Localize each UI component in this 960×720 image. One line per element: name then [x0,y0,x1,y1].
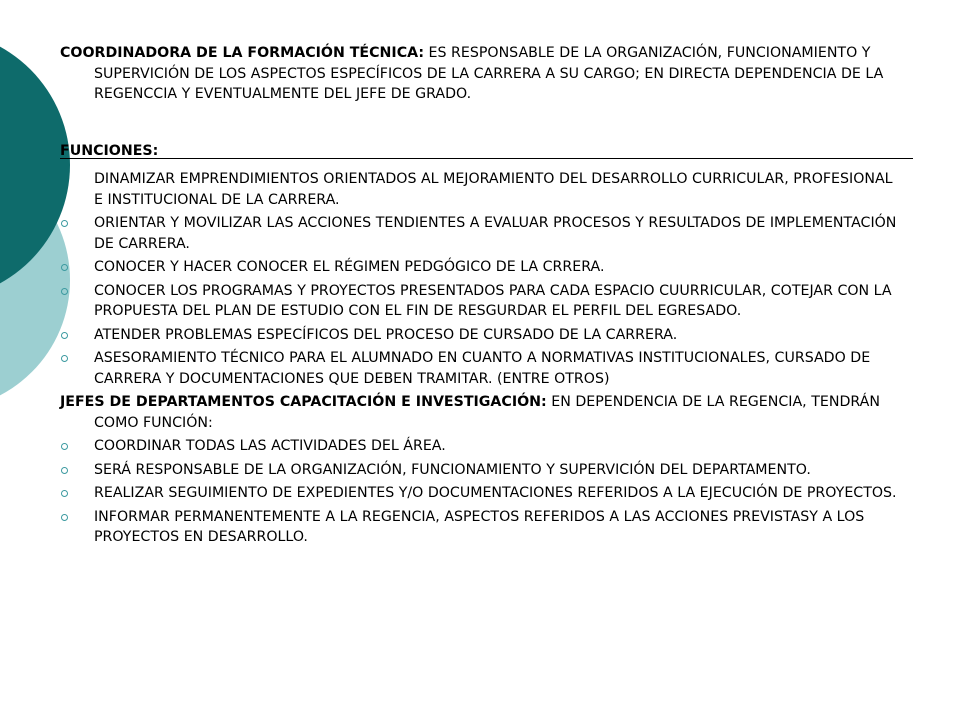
coordinadora-paragraph [60,43,900,105]
circle-bullet-icon [61,355,68,362]
circle-bullet-icon [61,514,68,521]
list-item: ASESORAMIENTO TÉCNICO PARA EL ALUMNADO EN CUANTO A NORMATIVAS INSTITUCIONALES, CURSADO DE CARRERA Y DOCUMENTACIONES QUE DEBEN TRAMITAR. (ENTRE OTROS) [60,348,900,389]
funciones-title: FUNCIONES: [60,142,159,159]
list-item: SERÁ RESPONSABLE DE LA ORGANIZACIÓN, FUNCIONAMIENTO Y SUPERVICIÓN DEL DEPARTAMENTO. [60,460,900,481]
circle-bullet-icon [61,490,68,497]
list-item: DINAMIZAR EMPRENDIMIENTOS ORIENTADOS AL MEJORAMIENTO DEL DESARROLLO CURRICULAR, PROFESIONAL E INSTITUCIONAL DE LA CARRERA. [94,171,893,208]
list-item: INFORMAR PERMANENTEMENTE A LA REGENCIA, ASPECTOS REFERIDOS A LAS ACCIONES PREVISTASY A LOS PROYECTOS EN DESARROLLO. [60,507,900,548]
divider-line [60,158,913,159]
list-item: CONOCER Y HACER CONOCER EL RÉGIMEN PEDGÓGICO DE LA CRRERA. [60,257,900,278]
spacer [60,105,900,141]
circle-bullet-icon [61,467,68,474]
circle-bullet-icon [61,288,68,295]
circle-bullet-icon [61,332,68,339]
circle-bullet-icon [61,443,68,450]
coordinadora-title: COORDINADORA DE LA FORMACIÓN TÉCNICA: [60,45,425,61]
list-item: CONOCER LOS PROGRAMAS Y PROYECTOS PRESENTADOS PARA CADA ESPACIO CUURRICULAR, COTEJAR CON LA PROPUESTA DEL PLAN DE ESTUDIO CON EL FIN DE RESGURDAR EL PERFIL DEL EGRESADO. [60,281,900,322]
list-item: ATENDER PROBLEMAS ESPECÍFICOS DEL PROCESO DE CURSADO DE LA CARRERA. [60,325,900,346]
coordinadora-text: ES RESPONSABLE DE LA ORGANIZACIÓN, FUNCIONAMIENTO Y SUPERVICIÓN DE LOS ASPECTOS ESPECÍFICOS DE LA CARRERA A SU CARGO; EN DIRECTA DEPENDENCIA DE LA REGENCCIA Y EVENTUALMENTE DEL JEFE DE GRADO. [94,45,884,102]
circle-bullet-icon [61,220,68,227]
slide-content [60,43,900,551]
list-item: COORDINAR TODAS LAS ACTIVIDADES DEL ÁREA. [60,436,900,457]
jefes-title: JEFES DE DEPARTAMENTOS CAPACITACIÓN E INVESTIGACIÓN: [60,394,547,410]
list-item: REALIZAR SEGUIMIENTO DE EXPEDIENTES Y/O DOCUMENTACIONES REFERIDOS A LA EJECUCIÓN DE PROYECTOS. [60,483,900,504]
jefes-paragraph [60,392,900,433]
circle-bullet-icon [61,264,68,271]
list-item: ORIENTAR Y MOVILIZAR LAS ACCIONES TENDIENTES A EVALUAR PROCESOS Y RESULTADOS DE IMPLEMENTACIÓN DE CARRERA. [60,213,900,254]
funciones-header [60,141,900,162]
jefes-text: EN DEPENDENCIA DE LA REGENCIA, TENDRÁN COMO FUNCIÓN: [94,394,880,431]
